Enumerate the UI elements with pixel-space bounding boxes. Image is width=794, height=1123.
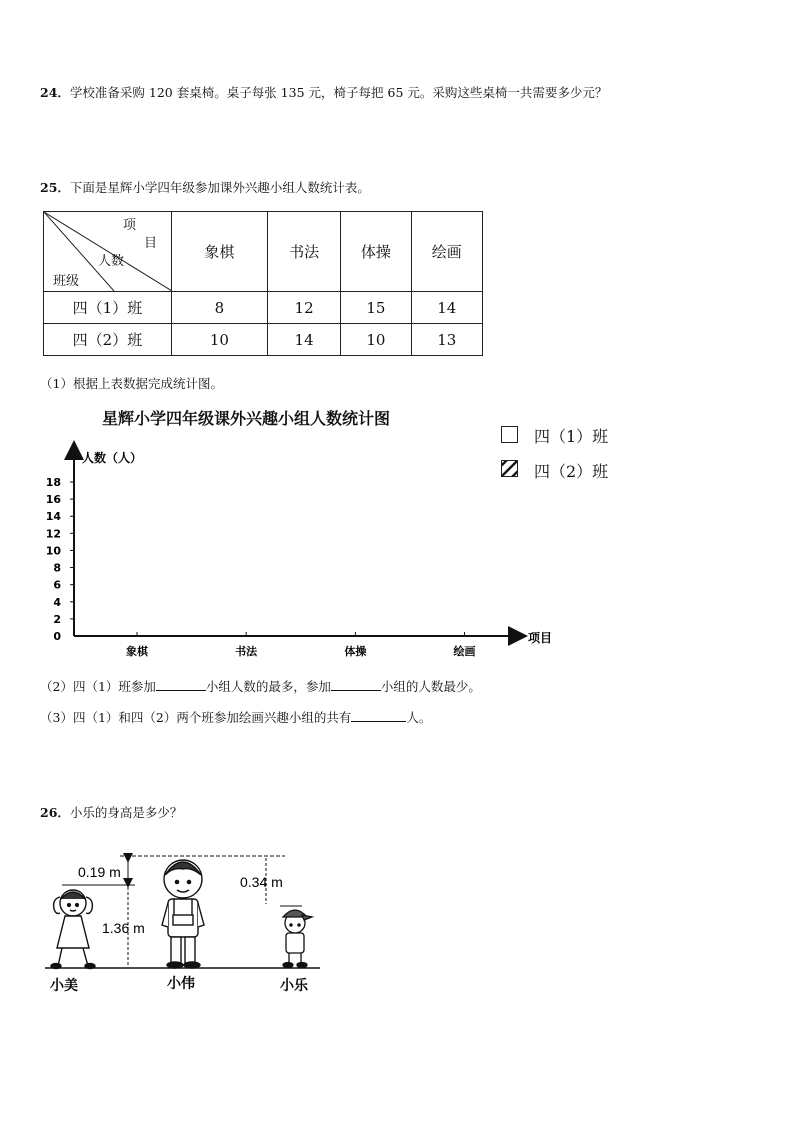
y-tick-label: 8 <box>53 561 61 575</box>
row-label: 四（2）班 <box>44 324 172 356</box>
answer-blank[interactable] <box>331 679 381 691</box>
chart-title: 星辉小学四年级课外兴趣小组人数统计图 <box>102 409 391 428</box>
sub-question-text: 小组的人数最少。 <box>380 679 481 694</box>
legend-label: 四（1）班 <box>534 427 609 446</box>
sub-question-1: （1）根据上表数据完成统计图。 <box>40 376 223 391</box>
table-cell: 13 <box>411 324 482 356</box>
height-illustration <box>40 845 340 1005</box>
x-category-label: 象棋 <box>126 645 148 658</box>
name-label: 小乐 <box>280 978 308 994</box>
y-tick-label: 10 <box>45 544 61 558</box>
table-corner-cell <box>44 212 172 292</box>
corner-label-class: 班级 <box>53 274 80 289</box>
corner-label-count: 人数 <box>98 254 125 269</box>
answer-blank[interactable] <box>156 679 206 691</box>
column-header: 象棋 <box>171 212 267 292</box>
xiaole-figure <box>283 910 312 968</box>
sub-question-text: （3）四（1）和四（2）两个班参加绘画兴趣小组的共有 <box>40 710 352 725</box>
question-text: 下面是星辉小学四年级参加课外兴趣小组人数统计表。 <box>69 180 370 195</box>
sub-question-2 <box>40 677 481 695</box>
measurement-label: 1.36 m <box>102 920 145 936</box>
x-axis-label: 项目 <box>528 631 553 645</box>
y-axis-label: 人数（人） <box>82 451 143 465</box>
xiaowei-figure <box>162 860 204 968</box>
table-row <box>44 292 483 324</box>
corner-label-item: 项 <box>123 218 137 233</box>
name-label: 小伟 <box>167 976 195 992</box>
interest-group-table <box>43 211 483 356</box>
answer-blank[interactable] <box>351 710 406 722</box>
question-number: 26． <box>40 805 70 820</box>
y-tick-label: 2 <box>53 612 61 626</box>
xiaomei-figure <box>51 890 95 969</box>
row-label: 四（1）班 <box>44 292 172 324</box>
x-category-label: 书法 <box>235 645 258 658</box>
y-tick-label: 12 <box>45 527 61 541</box>
table-cell: 12 <box>267 292 340 324</box>
table-cell: 14 <box>267 324 340 356</box>
table-cell: 15 <box>341 292 411 324</box>
sub-question-3 <box>40 708 431 726</box>
column-header: 体操 <box>341 212 411 292</box>
column-header: 书法 <box>267 212 340 292</box>
y-tick-label: 14 <box>45 510 61 524</box>
question-25 <box>40 178 370 196</box>
y-tick-label: 4 <box>53 595 61 609</box>
corner-label-item: 目 <box>144 236 158 251</box>
legend-label: 四（2）班 <box>534 462 609 481</box>
question-text: 小乐的身高是多少？ <box>69 805 183 820</box>
sub-question-text: （2）四（1）班参加 <box>40 679 156 694</box>
table-cell: 10 <box>171 324 267 356</box>
question-24 <box>40 83 607 101</box>
table-cell: 14 <box>411 292 482 324</box>
measurement-label: 0.34 m <box>240 874 283 890</box>
question-number: 24． <box>40 85 70 100</box>
table-cell: 8 <box>171 292 267 324</box>
x-category-label: 体操 <box>344 645 367 658</box>
table-row <box>44 324 483 356</box>
table-cell: 10 <box>341 324 411 356</box>
sub-question-text: 小组人数的最多，参加 <box>205 679 331 694</box>
question-text: 学校准备采购 120 套桌椅。桌子每张 135 元，椅子每把 65 元。采购这些桌椅一共需要多少元？ <box>69 85 608 100</box>
question-26 <box>40 803 182 821</box>
measurement-label: 0.19 m <box>78 864 121 880</box>
y-tick-label: 0 <box>53 630 61 643</box>
question-number: 25． <box>40 180 70 195</box>
x-category-label: 绘画 <box>453 645 476 658</box>
y-tick-label: 6 <box>53 578 61 592</box>
y-tick-label: 16 <box>45 493 61 507</box>
column-header: 绘画 <box>411 212 482 292</box>
bar-chart <box>30 436 570 666</box>
y-tick-label: 18 <box>45 476 61 489</box>
sub-question-text: 人。 <box>406 710 432 725</box>
name-label: 小美 <box>50 978 78 994</box>
